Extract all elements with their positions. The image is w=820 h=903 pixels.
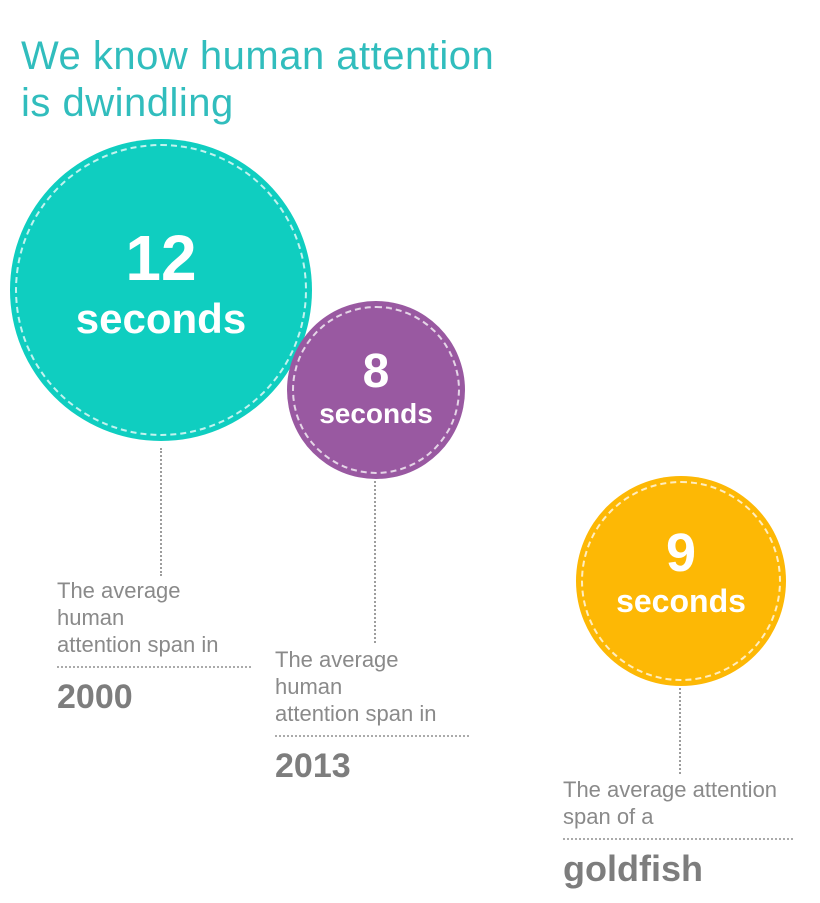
bubble-goldfish-text	[616, 523, 746, 619]
page-title	[21, 33, 494, 127]
dotted-rule-2013	[275, 735, 469, 737]
dotted-rule-2000	[57, 666, 251, 668]
label-2013-year: 2013	[275, 747, 351, 785]
bubble-2013-value: 8	[362, 344, 390, 398]
label-2000-caption-line1: The average human	[57, 578, 181, 630]
bubble-2013-unit: seconds	[319, 397, 433, 429]
label-2013-caption-line2: attention span in	[275, 701, 437, 726]
label-goldfish-subject: goldfish	[563, 848, 703, 889]
bubble-2000-value: 12	[125, 222, 197, 294]
bubble-2013-text	[319, 344, 433, 429]
bubble-2013	[287, 301, 465, 479]
connector-line-2013	[374, 481, 376, 643]
bubble-2000	[10, 139, 312, 441]
connector-line-2000	[160, 448, 162, 576]
dotted-rule-goldfish	[563, 838, 793, 840]
bubble-goldfish-unit: seconds	[616, 583, 746, 619]
label-2000-caption	[57, 577, 251, 658]
label-2000-year: 2000	[57, 678, 133, 716]
page-title-line2: is dwindling	[21, 80, 234, 125]
label-2013-caption-line1: The average human	[275, 647, 399, 699]
label-2000-caption-line2: attention span in	[57, 632, 219, 657]
bubble-goldfish-value: 9	[665, 523, 697, 583]
label-2013-caption	[275, 646, 469, 727]
bubble-goldfish	[576, 476, 786, 686]
bubble-2000-unit: seconds	[75, 295, 247, 342]
bubble-2000-text	[75, 222, 247, 342]
label-goldfish-caption-line1: The average attention	[563, 777, 778, 802]
label-2000	[57, 577, 251, 715]
label-goldfish-caption	[563, 776, 793, 830]
connector-line-goldfish	[679, 688, 681, 774]
page-title-line1: We know human attention	[21, 33, 495, 78]
label-goldfish	[563, 776, 793, 887]
label-2013	[275, 646, 469, 784]
label-goldfish-caption-line2: span of a	[563, 804, 654, 829]
